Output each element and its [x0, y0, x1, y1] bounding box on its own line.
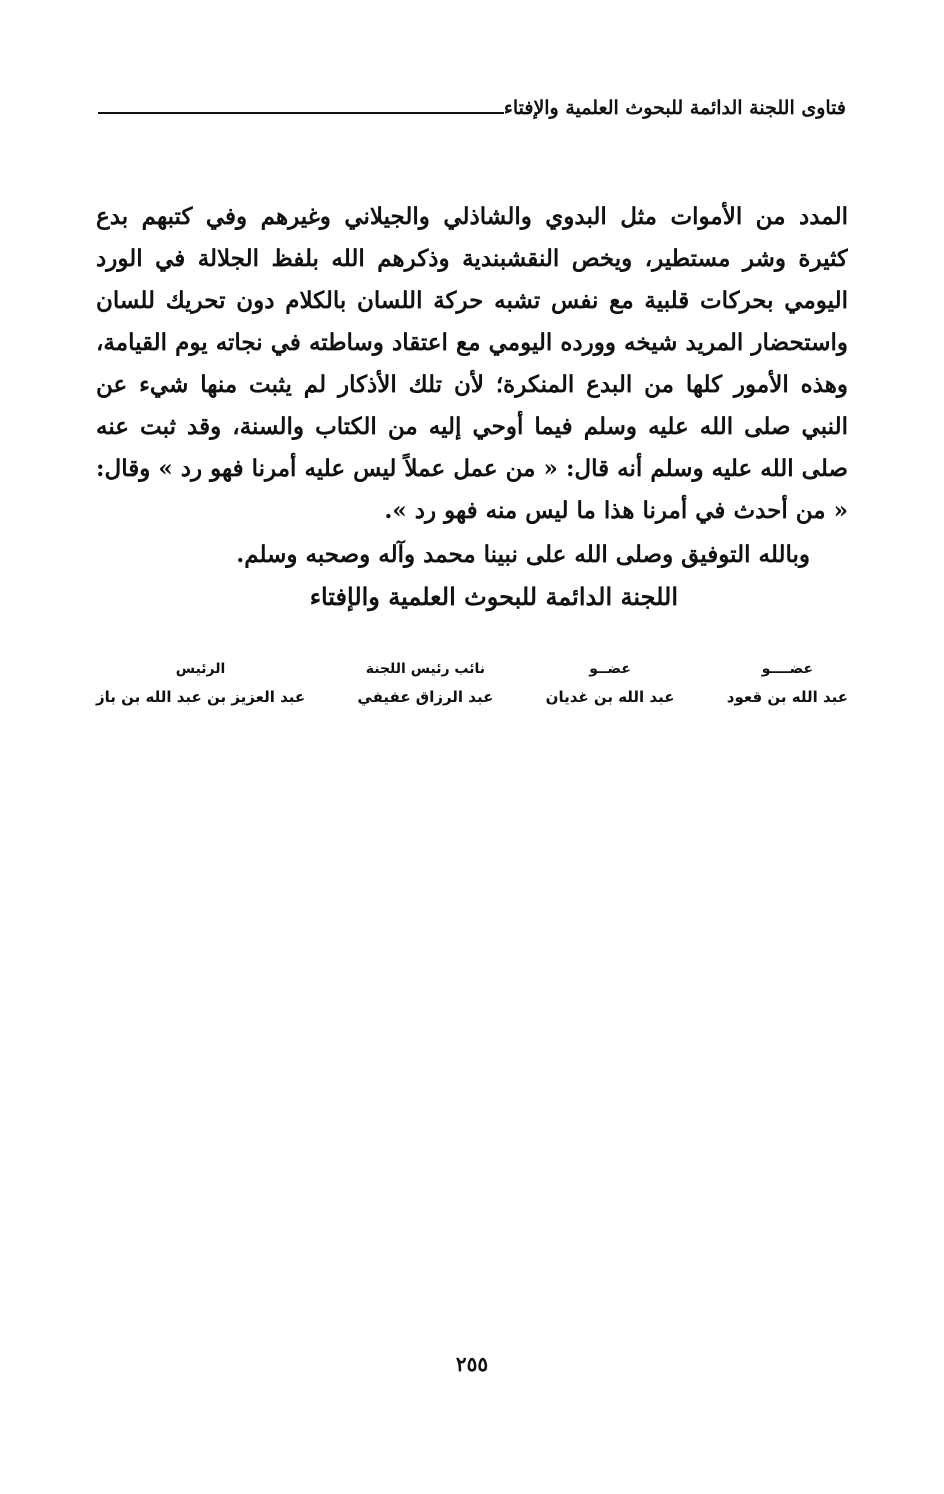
- signatory-role: الرئيس: [175, 661, 226, 677]
- signatory-role: عضــو: [589, 661, 631, 677]
- signatories: [96, 655, 848, 711]
- body-line: وهذه الأمور كلها من البدع المنكرة؛ لأن تلك الأذكار لم يثبت منها شيء عن: [96, 371, 848, 398]
- signatory: [357, 655, 493, 711]
- body-line: النبي صلى الله عليه وسلم فيما أوحي إليه من الكتاب والسنة، وقد ثبت عنه: [96, 413, 848, 440]
- signatory-name: عبد الله بن قعود: [726, 688, 848, 706]
- body-line: واستحضار المريد شيخه وورده اليومي مع اعتقاد وساطته في نجاته يوم القيامة،: [96, 329, 848, 356]
- body-line: اليومي بحركات قلبية مع نفس تشبه حركة اللسان بالكلام دون تحريك للسان: [96, 287, 848, 314]
- running-header-title: فتاوى اللجنة الدائمة للبحوث العلمية والإفتاء: [503, 97, 846, 119]
- committee-name: اللجنة الدائمة للبحوث العلمية والإفتاء: [309, 582, 678, 611]
- header-rule: [98, 112, 504, 114]
- signatory: [546, 655, 675, 711]
- signatory: [727, 655, 848, 711]
- body-line: صلى الله عليه وسلم أنه قال: « من عمل عملاً ليس عليه أمرنا فهو رد » وقال:: [96, 455, 848, 482]
- signatory-role: نائب رئيس اللجنة: [365, 661, 485, 677]
- body-line: كثيرة وشر مستطير، ويخص النقشبندية وذكرهم الله بلفظ الجلالة في الورد: [96, 245, 848, 272]
- body-line: « من أحدث في أمرنا هذا ما ليس منه فهو رد ».: [384, 497, 848, 524]
- signatory-name: عبد العزيز بن عبد الله بن باز: [96, 688, 306, 706]
- signatory-name: عبد الرزاق عفيفي: [357, 688, 494, 706]
- body-line: المدد من الأموات مثل البدوي والشاذلي والجيلاني وغيرهم وفي كتبهم بدع: [96, 203, 848, 230]
- signatory-role: عضــــو: [761, 661, 814, 677]
- page-number: ٢٥٥: [455, 1352, 489, 1376]
- fatwa-body: [96, 196, 848, 532]
- running-header: [98, 86, 846, 120]
- signatory-name: عبد الله بن غديان: [545, 688, 675, 706]
- signatory: [96, 655, 305, 711]
- closing-formula: وبالله التوفيق وصلى الله على نبينا محمد وآله وصحبه وسلم.: [236, 541, 810, 568]
